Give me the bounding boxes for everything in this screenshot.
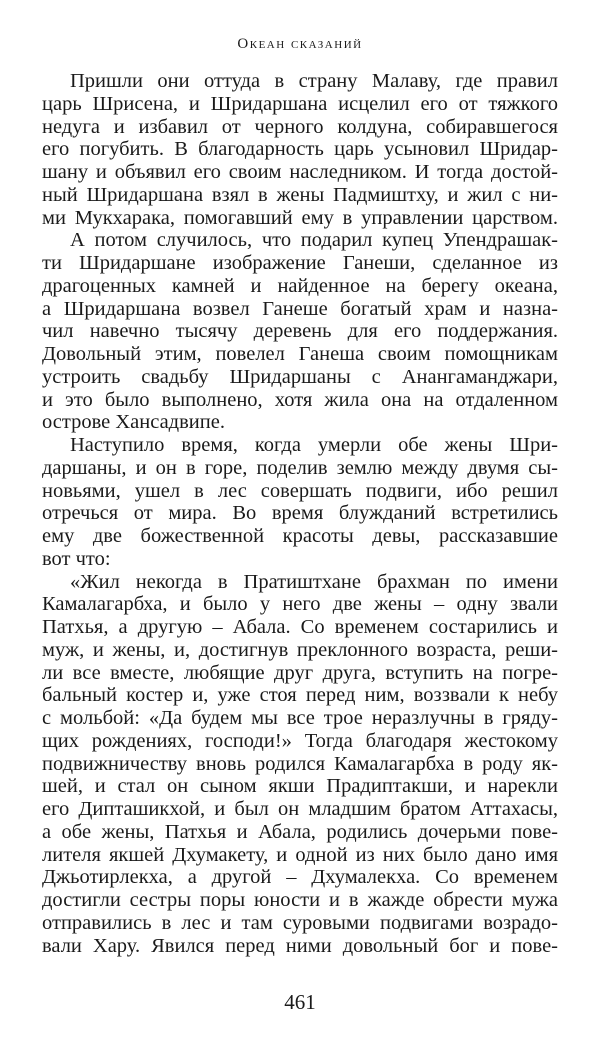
- text-line: бальный костер и, уже стоя перед ним, воззвали к небу: [42, 684, 558, 707]
- text-line: отречься от мира. Во время блужданий встретились: [42, 502, 558, 525]
- text-line: Наступило время, когда умерли обе жены Шри-: [70, 434, 558, 456]
- running-head-title: Океан сказаний: [237, 36, 363, 52]
- text-line: ти Шридаршане изображение Ганеши, сделанное из: [42, 252, 558, 274]
- text-line: недуга и избавил от черного колдуна, собиравшегося: [42, 115, 558, 138]
- text-line: ный Шридаршана взял в жены Падмиштху, и жил с ни-: [42, 183, 558, 206]
- text-line: достигли сестры поры юности и в жажде обрести мужа: [42, 889, 558, 911]
- text-line: устроить свадьбу Шридаршаны с Анангаманджари,: [42, 365, 558, 388]
- text-line: Джьотирлекха, а другой – Дхумалекха. Со временем: [42, 866, 558, 889]
- text-line: его погубить. В благодарность царь усыновил Шридар-: [42, 138, 558, 161]
- text-line: шану и объявил его своим наследником. И тогда достой-: [42, 161, 558, 183]
- text-line: ему две божественной красоты девы, рассказавшие: [42, 525, 558, 547]
- text-line: вот что:: [42, 547, 111, 570]
- text-line: Довольный этим, повелел Ганеша своим помощникам: [42, 343, 558, 365]
- text-line: и это было выполнено, хотя жила она на отдаленном: [42, 388, 558, 411]
- text-line: даршаны, и он в горе, поделив землю между двумя сы-: [42, 456, 558, 479]
- text-line: Пришли они оттуда в страну Малаву, где правил: [70, 70, 558, 92]
- page-number: 461: [284, 990, 316, 1014]
- text-line: а Шридаршана возвел Ганеше богатый храм и назна-: [42, 297, 558, 320]
- text-line: Патхья, а другую – Абала. Со временем состарились и: [42, 616, 558, 638]
- text-line: щих рождениях, господи!» Тогда благодаря жестокому: [42, 729, 558, 752]
- text-line: «Жил некогда в Пратиштхане брахман по имени: [70, 570, 558, 593]
- text-line: вали Хару. Явился перед ними довольный бог и пове-: [42, 934, 558, 957]
- text-line: новьями, ушел в лес совершать подвиги, ибо решил: [42, 479, 558, 502]
- text-line: острове Хансадвипе.: [42, 411, 225, 434]
- text-line: царь Шрисена, и Шридаршана исцелил его от тяжкого: [42, 92, 558, 115]
- text-line: Камалагарбха, и было у него две жены – одну звали: [42, 593, 558, 616]
- text-line: чил навечно тысячу деревень для его поддержания.: [42, 320, 558, 343]
- text-line: отправились в лес и там суровыми подвигами возрадо-: [42, 911, 558, 934]
- text-line: его Дипташикхой, и был он младшим братом Аттахасы,: [42, 798, 558, 820]
- text-line: драгоценных камней и найденное на берегу океана,: [42, 274, 558, 297]
- body-text: [42, 70, 558, 957]
- text-line: ли все вместе, любящие друг друга, вступить на погре-: [42, 661, 558, 684]
- text-line: А потом случилось, что подарил купец Упендрашак-: [70, 229, 558, 252]
- text-line: ми Мукхарака, помогавший ему в управлении царством.: [42, 206, 558, 229]
- text-line: шей, и стал он сыном якши Прадиптакши, и нарекли: [42, 775, 558, 798]
- text-line: подвижничеству вновь родился Камалагарбха в роду як-: [42, 752, 558, 775]
- text-line: с мольбой: «Да будем мы все трое неразлучны в гряду-: [42, 707, 558, 729]
- text-line: лителя якшей Дхумакету, и одной из них было дано имя: [42, 843, 558, 866]
- text-line: муж, и жены, и, достигнув преклонного возраста, реши-: [42, 638, 558, 661]
- text-line: а обе жены, Патхья и Абала, родились дочерьми пове-: [42, 820, 558, 843]
